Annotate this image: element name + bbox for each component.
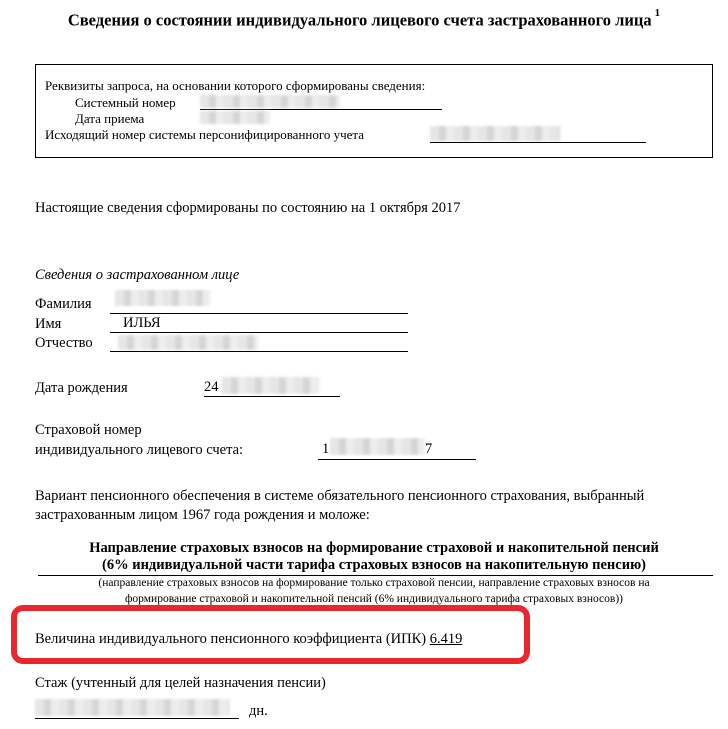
pension-variant-line2: застрахованным лицом 1967 года рождения и моложе: bbox=[35, 507, 370, 523]
outgoing-number-underline bbox=[430, 142, 646, 143]
receive-date-label: Дата приема bbox=[75, 111, 145, 126]
patronymic-redacted bbox=[118, 335, 258, 350]
surname-label: Фамилия bbox=[35, 296, 92, 312]
ipk-row bbox=[35, 631, 462, 648]
insurance-number-label-line2: индивидуального лицевого счета: bbox=[35, 442, 244, 458]
ipk-value: 6.419 bbox=[429, 631, 463, 647]
experience-underline bbox=[35, 718, 239, 719]
system-number-underline bbox=[200, 109, 442, 110]
name-label: Имя bbox=[35, 316, 62, 332]
outgoing-number-redacted bbox=[430, 126, 560, 141]
patronymic-label: Отчество bbox=[35, 335, 93, 351]
insurance-number-label-line1: Страховой номер bbox=[35, 422, 142, 438]
name-underline bbox=[110, 332, 408, 333]
surname-underline bbox=[110, 313, 408, 314]
insurance-number-underline bbox=[318, 459, 476, 460]
birth-date-underline bbox=[204, 396, 340, 397]
experience-redacted bbox=[35, 699, 230, 716]
ipk-label: Величина индивидуального пенсионного коэффициента (ИПК) bbox=[35, 631, 427, 647]
document-title-text: Сведения о состоянии индивидуального лицевого счета застрахованного лица bbox=[67, 10, 652, 30]
birth-date-visible-part: 24 bbox=[204, 379, 219, 395]
receive-date-redacted bbox=[200, 111, 270, 124]
title-footnote-marker: 1 bbox=[654, 7, 661, 19]
system-number-label: Системный номер bbox=[75, 95, 176, 110]
contribution-note-line1: (направление страховых взносов на формирование только страховой пенсии, направление страховых взносов на bbox=[98, 577, 650, 589]
insurance-number-visible-start: 1 bbox=[322, 441, 330, 457]
insurance-number-visible-end: 7 bbox=[425, 441, 433, 457]
contribution-direction-line1: Направление страховых взносов на формирование страховой и накопительной пенсий bbox=[89, 540, 659, 556]
surname-redacted bbox=[115, 290, 210, 306]
contribution-direction-line2: (6% индивидуальной части тарифа страховых взносов на накопительную пенсию) bbox=[102, 557, 646, 573]
pension-variant-line1: Вариант пенсионного обеспечения в системе обязательного пенсионного страхования, выбранный bbox=[35, 488, 645, 504]
birth-date-label: Дата рождения bbox=[35, 380, 128, 396]
birth-date-redacted bbox=[222, 377, 319, 394]
name-value: ИЛЬЯ bbox=[123, 315, 161, 331]
insured-heading: Сведения о застрахованном лице bbox=[35, 267, 240, 283]
system-number-redacted bbox=[200, 95, 340, 108]
experience-unit: дн. bbox=[249, 703, 268, 719]
document-title bbox=[0, 7, 728, 31]
as-of-statement: Настоящие сведения сформированы по состоянию на 1 октября 2017 bbox=[35, 200, 461, 216]
contribution-note-line2: формирование страховой и накопительной пенсий (6% индивидуального тарифа страховых взносов)) bbox=[124, 593, 623, 605]
outgoing-number-label: Исходящий номер системы персонифицированного учета bbox=[45, 127, 365, 142]
contribution-direction-underline bbox=[38, 575, 713, 576]
insurance-number-redacted bbox=[330, 438, 425, 455]
patronymic-underline bbox=[110, 351, 408, 352]
request-heading: Реквизиты запроса, на основании которого сформированы сведения: bbox=[45, 78, 426, 93]
experience-label: Стаж (учтенный для целей назначения пенсии) bbox=[35, 675, 326, 691]
